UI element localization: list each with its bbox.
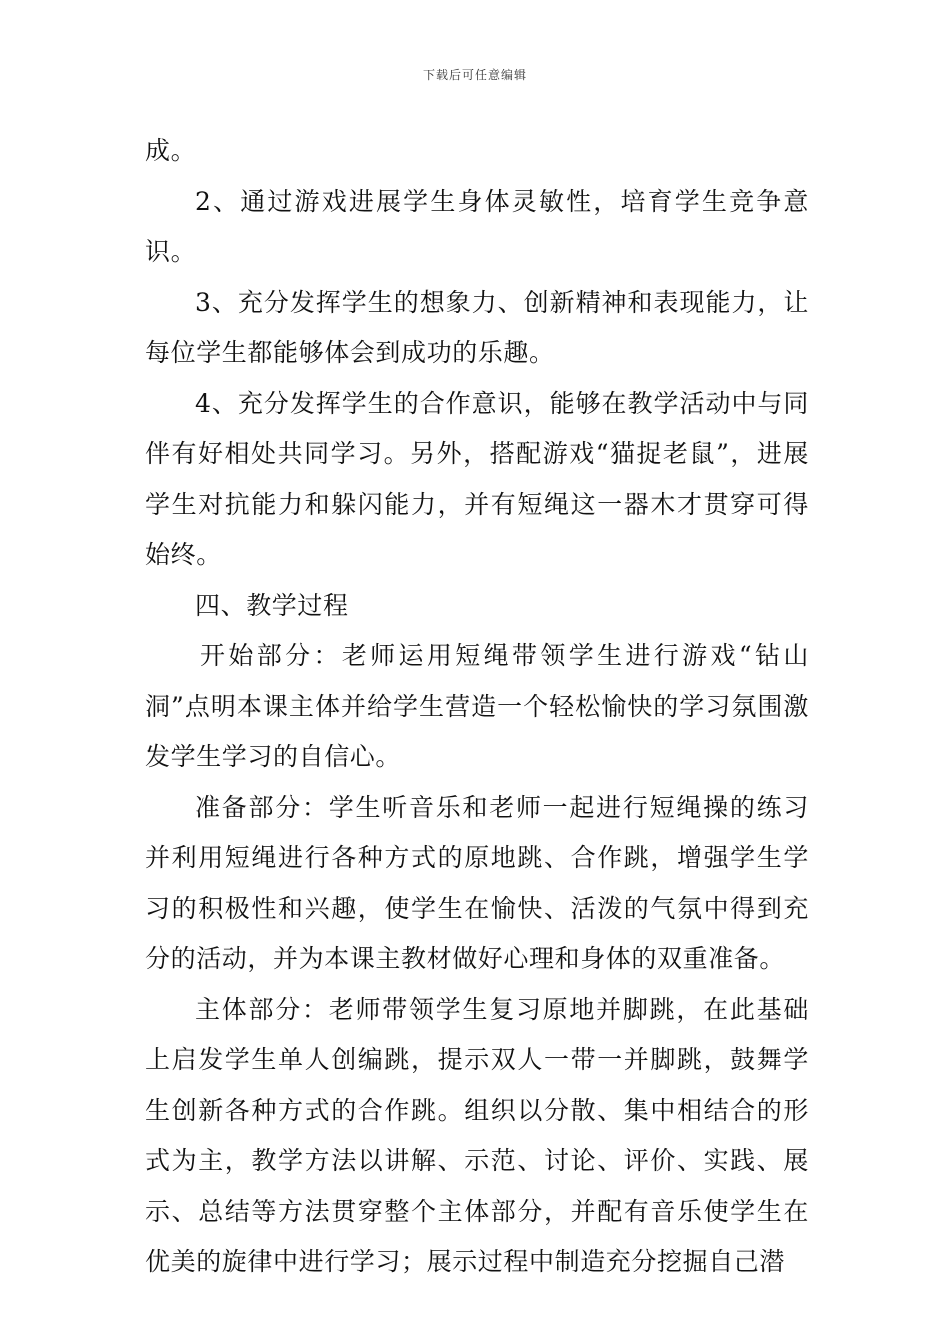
paragraph-preparation-part: 准备部分：学生听音乐和老师一起进行短绳操的练习并利用短绳进行各种方式的原地跳、合作跳，增强学生学习的积极性和兴趣，使学生在愉快、活泼的气氛中得到充分的活动，并为本课主教材做好心理和身体的双重准备。	[145, 792, 809, 973]
paragraph-item-4: 4、充分发挥学生的合作意识，能够在教学活动中与同伴有好相处共同学习。另外，搭配游戏“猫捉老鼠”，进展学生对抗能力和躲闪能力，并有短绳这一器木才贯穿可得始终。	[145, 388, 809, 569]
document-body	[145, 126, 809, 1288]
paragraph-item-2: 2、通过游戏进展学生身体灵敏性，培育学生竞争意识。	[145, 186, 809, 266]
section-heading-teaching-process: 四、教学过程	[195, 590, 349, 620]
paragraph-continuation: 成。	[145, 136, 197, 165]
paragraph-main-part: 主体部分：老师带领学生复习原地并脚跳，在此基础上启发学生单人创编跳，提示双人一带一并脚跳，鼓舞学生创新各种方式的合作跳。组织以分散、集中相结合的形式为主，教学方法以讲解、示范、讨论、评价、实践、展示、总结等方法贯穿整个主体部分，并配有音乐使学生在优美的旋律中进行学习；展示过程中制造充分挖掘自己潜	[145, 994, 809, 1276]
page-header: 下载后可任意编辑	[422, 68, 527, 82]
paragraph-opening-part: 开始部分：老师运用短绳带领学生进行游戏“钻山洞”点明本课主体并给学生营造一个轻松愉快的学习氛围激发学生学习的自信心。	[145, 641, 809, 771]
paragraph-item-3: 3、充分发挥学生的想象力、创新精神和表现能力，让每位学生都能够体会到成功的乐趣。	[145, 287, 809, 367]
